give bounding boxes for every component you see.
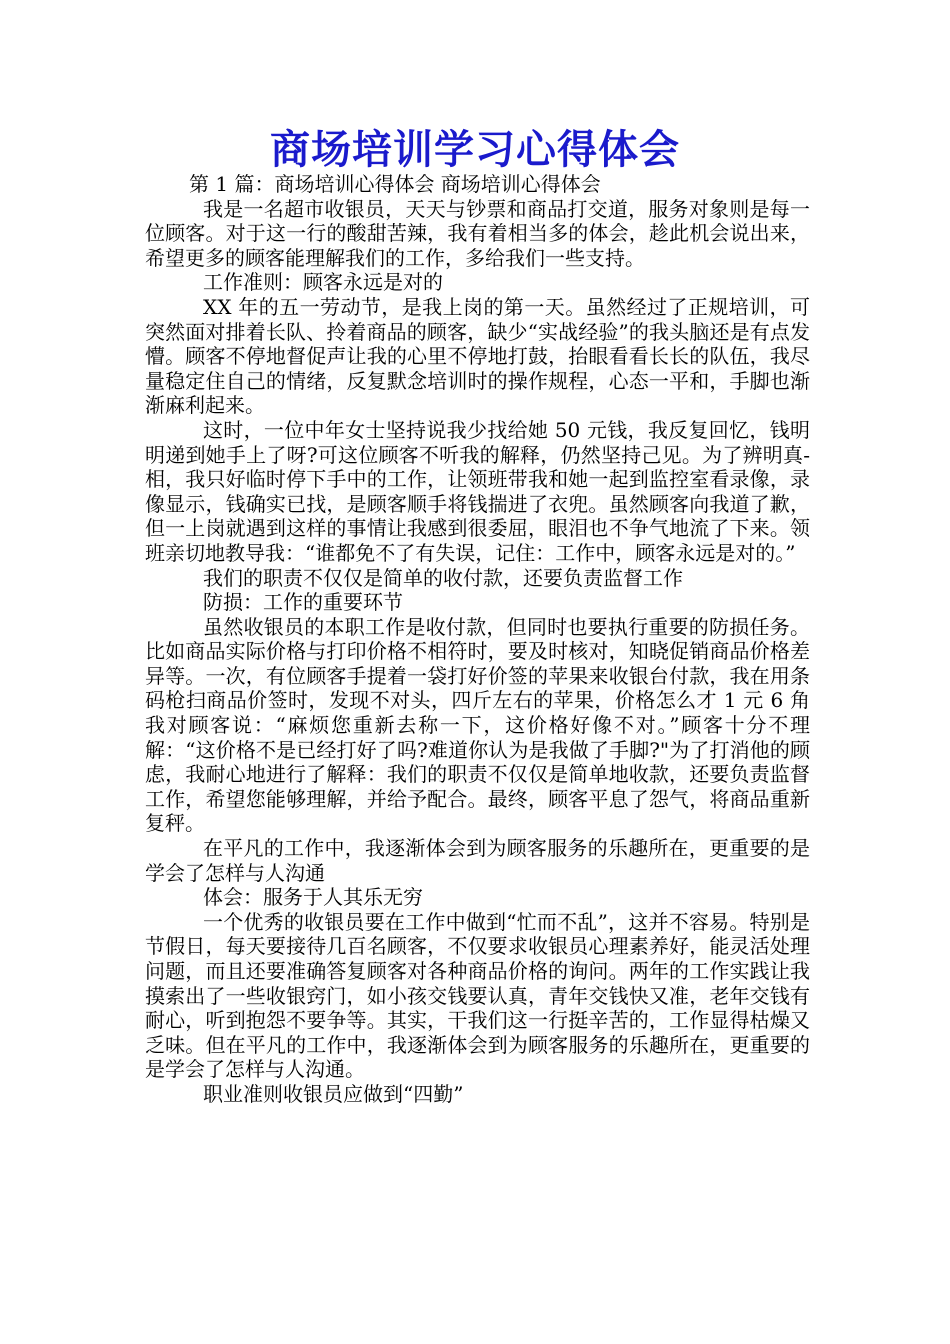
document-title: 商场培训学习心得体会 <box>270 126 680 173</box>
section-heading-four-diligences: 职业准则收银员应做到“四勤” <box>203 1081 464 1106</box>
section-heading-loss-prevention: 防损：工作的重要环节 <box>203 590 403 615</box>
paragraph-first-day: XX 年的五一劳动节，是我上岗的第一天。虽然经过了正规培训，可突然面对排着长队、拎着商品的顾客，缺少“实战经验”的我头脑还是有点发懵。顾客不停地督促声让我的心里不停地打鼓，抬眼看看长长的队伍，我尽量稳定住自己的情绪，反复默念培训时的操作规程，心态一平和，手脚也渐渐麻利起来。 <box>145 294 810 418</box>
section-heading-experience: 体会：服务于人其乐无穷 <box>203 885 423 910</box>
section-heading-duty: 我们的职责不仅仅是简单的收付款，还要负责监督工作 <box>203 565 683 590</box>
paragraph-loss-prevention: 虽然收银员的本职工作是收付款，但同时也要执行重要的防损任务。比如商品实际价格与打印价格不相符时，要及时核对，知晓促销商品价格差异等。一次，有位顾客手提着一袋打好价签的苹果来收银台付款，我在用条码枪扫商品价签时，发现不对头，四斤左右的苹果，价格怎么才 1 元 6 角我对顾客说：“麻烦您重新去称一下，这价格好像不对。”顾客十分不理解：“这价格不是已经打好了吗?难道你认为是我做了手脚?"为了打消他的顾虑，我耐心地进行了解释：我们的职责不仅仅是简单地收款，还要负责监督工作，希望您能够理解，并给予配合。最终，顾客平息了怨气，将商品重新复秤。 <box>145 614 810 836</box>
paragraph-experience: 一个优秀的收银员要在工作中做到“忙而不乱”，这并不容易。特别是节假日，每天要接待几百名顾客，不仅要求收银员心理素养好，能灵活处理问题，而且还要准确答复顾客对各种商品价格的询问。两年的工作实践让我摸索出了一些收银窍门，如小孩交钱要认真，青年交钱快又准，老年交钱有耐心，听到抱怨不要争等。其实，干我们这一行挺辛苦的，工作显得枯燥又乏味。但在平凡的工作中，我逐渐体会到为顾客服务的乐趣所在，更重要的是学会了怎样与人沟通。 <box>145 909 810 1082</box>
paragraph-incident: 这时，一位中年女士坚持说我少找给她 50 元钱，我反复回忆，钱明明递到她手上了呀?可这位顾客不听我的解释，仍然坚持己见。为了辨明真-相，我只好临时停下手中的工作，让领班带我和她一起到监控室看录像，录像显示，钱确实已找，是顾客顺手将钱揣进了衣兜。虽然顾客向我道了歉，但一上岗就遇到这样的事情让我感到很委屈，眼泪也不争气地流了下来。领班亲切地教导我：“谁都免不了有失误，记住：工作中，顾客永远是对的。” <box>145 417 810 565</box>
paragraph-intro: 我是一名超市收银员，天天与钞票和商品打交道，服务对象则是每一位顾客。对于这一行的酸甜苦辣，我有着相当多的体会，趁此机会说出来，希望更多的顾客能理解我们的工作，多给我们一些支持。 <box>145 196 810 270</box>
paragraph-communication: 在平凡的工作中，我逐渐体会到为顾客服务的乐趣所在，更重要的是学会了怎样与人沟通 <box>145 836 810 885</box>
document-subtitle: 第 1 篇：商场培训心得体会 商场培训心得体会 <box>189 172 601 196</box>
document-body <box>145 172 810 1107</box>
section-heading-principle: 工作准则：顾客永远是对的 <box>203 270 443 295</box>
